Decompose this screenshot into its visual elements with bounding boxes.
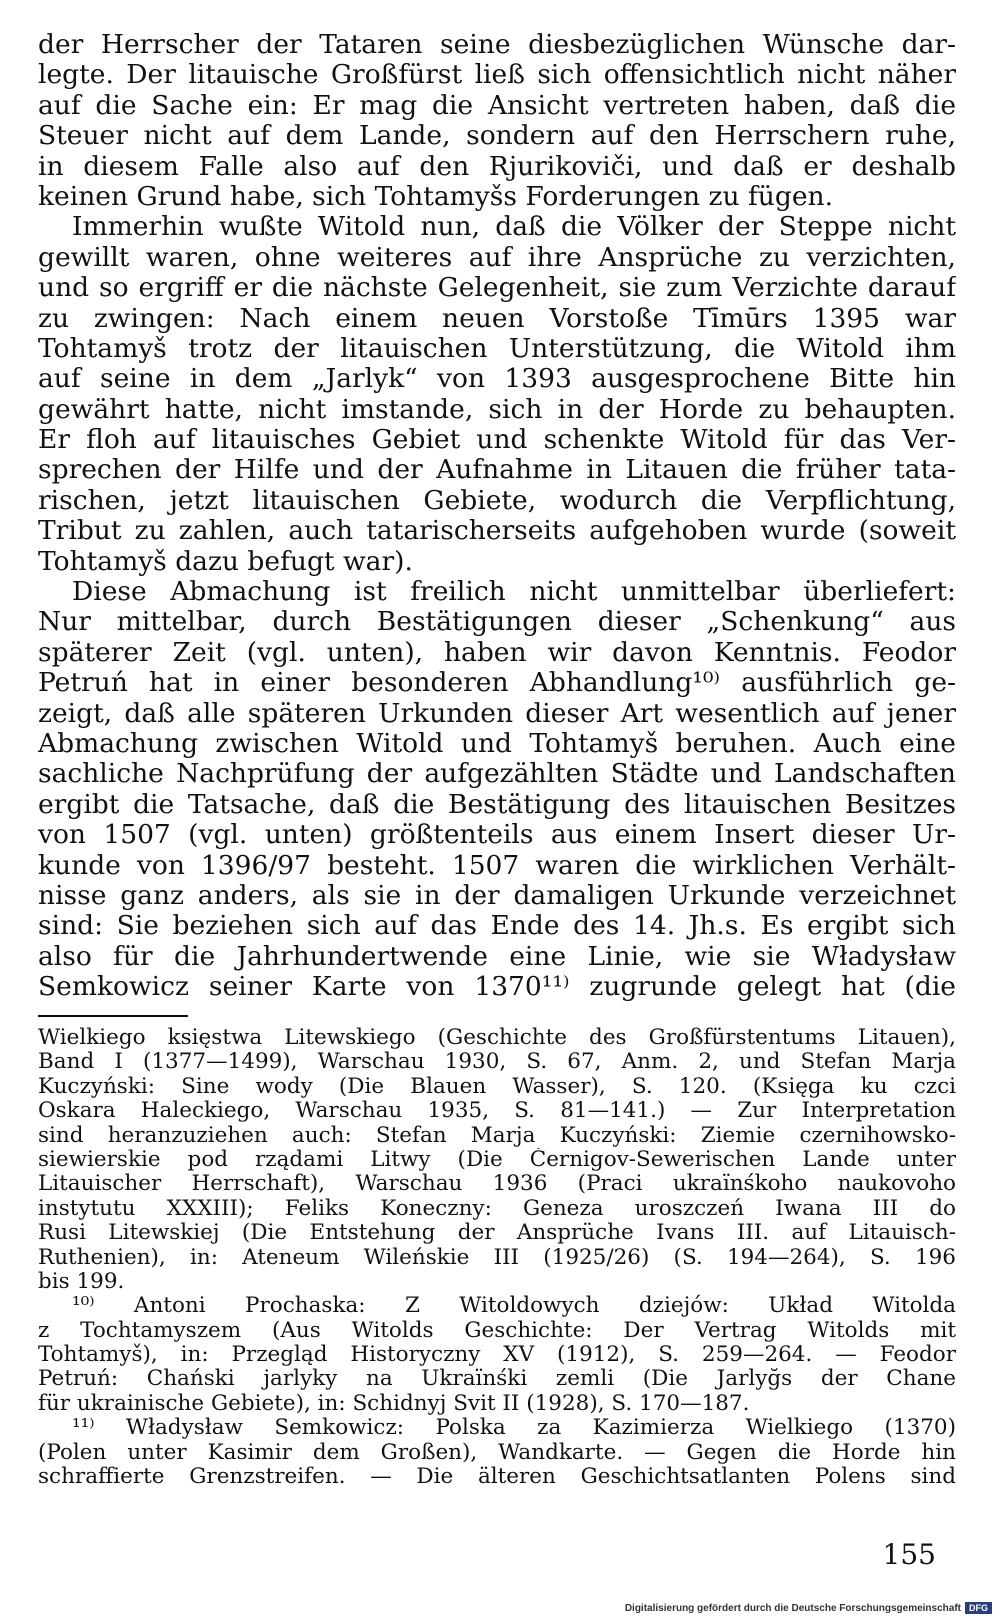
- text-line: Nur mittelbar, durch Bestätigungen dieser „Schenkung“ aus: [38, 607, 956, 638]
- footnotes: [38, 1026, 956, 1489]
- text-line: gewillt waren, ohne weiteres auf ihre Ansprüche zu verzichten,: [38, 242, 956, 273]
- footnote-line: Tohtamyš), in: Przegląd Historyczny XV (1912), S. 259—264. — Feodor: [38, 1343, 956, 1368]
- main-text: [38, 30, 956, 1003]
- text-line: legte. Der litauische Großfürst ließ sich offensichtlich nicht näher: [38, 60, 956, 91]
- footnote-line: siewierskie pod rządami Litwy (Die Černigov-Sewerischen Lande unter: [38, 1147, 956, 1172]
- text-line: Tohtamyš trotz der litauischen Unterstützung, die Witold ihm: [38, 333, 956, 364]
- page-number: 155: [882, 1538, 936, 1571]
- text-line: späterer Zeit (vgl. unten), haben wir davon Kenntnis. Feodor: [38, 637, 956, 668]
- footnote-line: Petruń: Chański jarlyky na Ukraïnśki zemli (Die Jarlyğs der Chane: [38, 1367, 956, 1392]
- text-line: Tribut zu zahlen, auch tatarischerseits aufgehoben wurde (soweit: [38, 516, 956, 547]
- text-line: auf seine in dem „Jarlyk“ von 1393 ausgesprochene Bitte hin: [38, 364, 956, 395]
- footnote-line: sind heranzuziehen auch: Stefan Marja Kuczyński: Ziemie czernihowsko-: [38, 1123, 956, 1148]
- text-line: in diesem Falle also auf den Rjurikoviči, und daß er deshalb: [38, 151, 956, 182]
- text-line: der Herrscher der Tataren seine diesbezüglichen Wünsche dar-: [38, 30, 956, 60]
- footnote-line: Oskara Haleckiego, Warschau 1935, S. 81—141.) — Zur Interpretation: [38, 1099, 956, 1124]
- footnote-line: Ruthenien), in: Ateneum Wileńskie III (1925/26) (S. 194—264), S. 196: [38, 1245, 956, 1270]
- footnote-line: ¹¹⁾ Władysław Semkowicz: Polska za Kazimierza Wielkiego (1370): [72, 1416, 956, 1441]
- footnote-line: Kuczyński: Sine wody (Die Blauen Wasser), S. 120. (Księga ku czci: [38, 1074, 956, 1099]
- footnote-line: ¹⁰⁾ Antoni Prochaska: Z Witoldowych dziejów: Układ Witolda: [72, 1294, 956, 1319]
- footnote-line: Rusi Litewskiej (Die Entstehung der Ansprüche Ivans III. auf Litauisch-: [38, 1221, 956, 1246]
- text-line: auf die Sache ein: Er mag die Ansicht vertreten haben, daß die: [38, 90, 956, 121]
- text-line: nisse ganz anders, als sie in der damaligen Urkunde verzeichnet: [38, 880, 956, 911]
- digitization-credit: [625, 1602, 992, 1614]
- text-line: Abmachung zwischen Witold und Tohtamyš beruhen. Auch eine: [38, 728, 956, 759]
- text-line: gewährt hatte, nicht imstande, sich in der Horde zu behaupten.: [38, 394, 956, 425]
- text-line: Immerhin wußte Witold nun, daß die Völker der Steppe nicht: [72, 212, 956, 243]
- footnote-line: schraffierte Grenzstreifen. — Die älteren Geschichtsatlanten Polens sind: [38, 1465, 956, 1490]
- footnote-line: Wielkiego księstwa Litewskiego (Geschichte des Großfürstentums Litauen),: [38, 1026, 956, 1050]
- text-line: also für die Jahrhundertwende eine Linie, wie sie Władysław: [38, 941, 956, 972]
- text-line: keinen Grund habe, sich Tohtamyšs Forderungen zu fügen.: [38, 181, 833, 212]
- text-line: von 1507 (vgl. unten) größtenteils aus einem Insert dieser Ur-: [38, 820, 956, 851]
- footnote-line: z Tochtamyszem (Aus Witolds Geschichte: Der Vertrag Witolds mit: [38, 1318, 956, 1343]
- text-line: sachliche Nachprüfung der aufgezählten Städte und Landschaften: [38, 759, 956, 790]
- text-line: kunde von 1396/97 besteht. 1507 waren die wirklichen Verhält-: [38, 850, 956, 881]
- text-line: zu zwingen: Nach einem neuen Vorstoße Tīmūrs 1395 war: [38, 303, 956, 334]
- footnote-line: für ukrainische Gebiete), in: Schidnyj Svit II (1928), S. 170—187.: [38, 1391, 750, 1416]
- footnote-line: (Polen unter Kasimir dem Großen), Wandkarte. — Gegen die Horde hin: [38, 1440, 956, 1465]
- text-line: Steuer nicht auf dem Lande, sondern auf den Herrschern ruhe,: [38, 121, 956, 152]
- text-line: Er floh auf litauisches Gebiet und schenkte Witold für das Ver-: [38, 425, 956, 456]
- dfg-logo: DFG: [965, 1602, 992, 1614]
- text-line: sprechen der Hilfe und der Aufnahme in Litauen die früher tata-: [38, 455, 956, 486]
- footnote-divider: [38, 1015, 188, 1017]
- footnote-line: Litauischer Herrschaft), Warschau 1936 (Praci ukraïnśkoho naukovoho: [38, 1172, 956, 1197]
- footnote-line: bis 199.: [38, 1269, 125, 1294]
- text-line: Tohtamyš dazu befugt war).: [38, 546, 413, 577]
- text-line: Petruń hat in einer besonderen Abhandlung¹⁰⁾ ausführlich ge-: [38, 668, 956, 699]
- text-line: und so ergriff er die nächste Gelegenheit, sie zum Verzichte darauf: [38, 273, 956, 304]
- text-line: Diese Abmachung ist freilich nicht unmittelbar überliefert:: [72, 577, 956, 608]
- footnote-line: Band I (1377—1499), Warschau 1930, S. 67, Anm. 2, und Stefan Marja: [38, 1050, 956, 1075]
- text-line: rischen, jetzt litauischen Gebiete, wodurch die Verpflichtung,: [38, 485, 956, 516]
- credit-text: Digitalisierung gefördert durch die Deutsche Forschungsgemeinschaft: [624, 1602, 961, 1614]
- text-line: ergibt die Tatsache, daß die Bestätigung des litauischen Besitzes: [38, 789, 956, 820]
- text-line: zeigt, daß alle späteren Urkunden dieser Art wesentlich auf jener: [38, 698, 956, 729]
- text-line: Semkowicz seiner Karte von 1370¹¹⁾ zugrunde gelegt hat (die: [38, 972, 956, 1003]
- text-line: sind: Sie beziehen sich auf das Ende des 14. Jh.s. Es ergibt sich: [38, 911, 956, 942]
- footnote-line: instytutu XXXIII); Feliks Koneczny: Geneza uroszczeń Iwana III do: [38, 1196, 956, 1221]
